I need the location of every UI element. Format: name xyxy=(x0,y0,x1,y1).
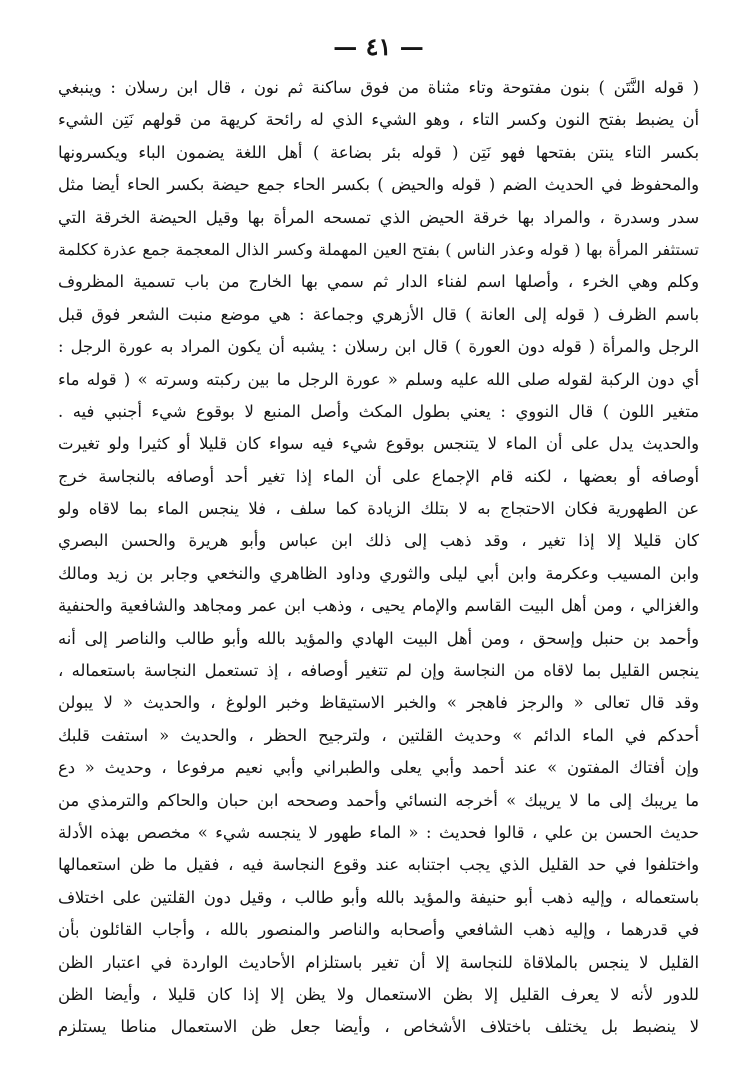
text-line: أوصافه أو بعضها ، لكنه قام الإجماع على أن الماء إذا تغير أحد أوصافه بالنجاسة خرج xyxy=(58,466,699,486)
text-line: والمحفوظ في الحديث الضم ( قوله والحيض ) بكسر الحاء جمع حيضة بكسر الحاء أيضا مثل xyxy=(58,175,699,195)
text-line: في قدرهما ، وإليه ذهب الشافعي وأصحابه والناصر والمنصور بالله ، وأجاب القائلون بأن xyxy=(58,920,699,940)
text-line: واختلفوا في حد القليل الذي يجب اجتنابه عند وقوع النجاسة فيه ، فقيل ما ظن استعمالها xyxy=(58,855,699,875)
body-text xyxy=(58,72,699,1044)
text-line: للدور لأنه لا يعرف القليل إلا بظن الاستعمال ولا يظن إلا إذا كان قليلا ، وأيضا الظن xyxy=(58,984,699,1004)
text-line: أن يضبط بفتح النون وكسر التاء ، وهو الشيء الذي له رائحة كريهة من قولهم نَتِن الشيء xyxy=(58,110,699,130)
text-line: عن الطهورية فكان الاحتجاج به لا بتلك الزيادة كما سلف ، فلا ينجس الماء بما لاقاه ولو xyxy=(58,499,699,519)
text-line: وكلم وهي الخرء ، وأصلها اسم لفناء الدار ثم سمي بها الخارج من باب تسمية المظروف xyxy=(58,272,699,292)
text-line: أي دون الركبة لقوله صلى الله عليه وسلم « عورة الرجل ما بين ركبته وسرته » ( قوله ماء xyxy=(58,369,699,389)
text-line: ينجس القليل بما لاقاه من النجاسة وإن لم تتغير أوصافه ، إذ تستعمل النجاسة باستعماله ، xyxy=(58,661,699,681)
text-line: وإن أفتاك المفتون » عند أحمد وأبي يعلى والطبراني وأبي نعيم مرفوعا ، وحديث « دع xyxy=(58,758,699,778)
text-line: بكسر التاء ينتن بفتحها فهو نَتِن ( قوله بئر بضاعة ) أهل اللغة يضمون الباء ويكسرونها xyxy=(58,142,699,162)
text-line: والغزالي ، ومن أهل البيت القاسم والإمام يحيى ، وذهب ابن عمر ومجاهد والشافعية والحنفية xyxy=(58,596,699,616)
text-line: ( قوله النَّتَن ) بنون مفتوحة وتاء مثناة من فوق ساكنة ثم نون ، قال ابن رسلان : وينبغي xyxy=(58,78,699,97)
text-line: سدر وسدرة ، والمراد بها خرقة الحيض الذي تمسحه المرأة بها وقيل الحيضة الخرقة التي xyxy=(58,207,699,227)
text-line: تستثفر المرأة بها ( قوله وعذر الناس ) بفتح العين المهملة وكسر الذال المعجمة جمع عذرة ككلمة xyxy=(58,239,699,259)
text-line: الرجل والمرأة ( قوله دون العورة ) قال ابن رسلان : يشبه أن يكون المراد به عورة الرجل : xyxy=(58,337,699,357)
text-line: القليل لا ينجس بالملاقاة للنجاسة إلا أن تغير باستلزام الأحاديث الواردة في اعتبار الظن xyxy=(58,952,699,972)
text-line: باسم الظرف ( قوله إلى العانة ) قال الأزهري وجماعة : هي موضع منبت الشعر فوق قبل xyxy=(58,304,699,324)
page-number: — ٤١ — xyxy=(333,32,424,61)
text-line: باستعماله ، وإليه ذهب أبو حنيفة والمؤيد بالله وأبو طالب ، وقيل دون القلتين على اختلاف xyxy=(58,887,699,907)
text-line: ما يريبك إلى ما لا يريبك » أخرجه النسائي وأحمد وصححه ابن حبان والحاكم والترمذي من xyxy=(58,790,699,810)
text-line: وابن المسيب وعكرمة وابن أبي ليلى والثوري وداود الظاهري والنخعي وجابر بن زيد ومالك xyxy=(58,563,699,583)
text-line: وقد قال تعالى « والرجز فاهجر » والخبر الاستيقاظ وخبر الولوغ ، والحديث « لا يبولن xyxy=(58,693,699,713)
text-line: أحدكم في الماء الدائم » وحديث القلتين ، ولترجيح الحظر ، والحديث « استفت قلبك xyxy=(58,725,699,745)
text-line: كان قليلا إلا إذا تغير ، وقد ذهب إلى ذلك ابن عباس وأبو هريرة والحسن البصري xyxy=(58,531,699,551)
text-line: لا ينضبط بل يختلف باختلاف الأشخاص ، وأيضا جعل ظن الاستعمال مناطا يستلزم xyxy=(58,1017,699,1037)
text-line: حديث الحسن بن علي ، قالوا فحديث : « الماء طهور لا ينجسه شيء » مخصص بهذه الأدلة xyxy=(58,822,699,842)
text-line: وأحمد بن حنبل وإسحق ، ومن أهل البيت الهادي والمؤيد بالله وأبو طالب والناصر إلى أنه xyxy=(58,628,699,648)
text-line: والحديث يدل على أن الماء لا يتنجس بوقوع شيء فيه سواء كان قليلا أو كثيرا ولو تغيرت xyxy=(58,434,699,454)
text-line: متغير اللون ) قال النووي : يعني بطول المكث وأصل المنبع لا بوقوع شيء أجنبي فيه . xyxy=(58,401,699,421)
